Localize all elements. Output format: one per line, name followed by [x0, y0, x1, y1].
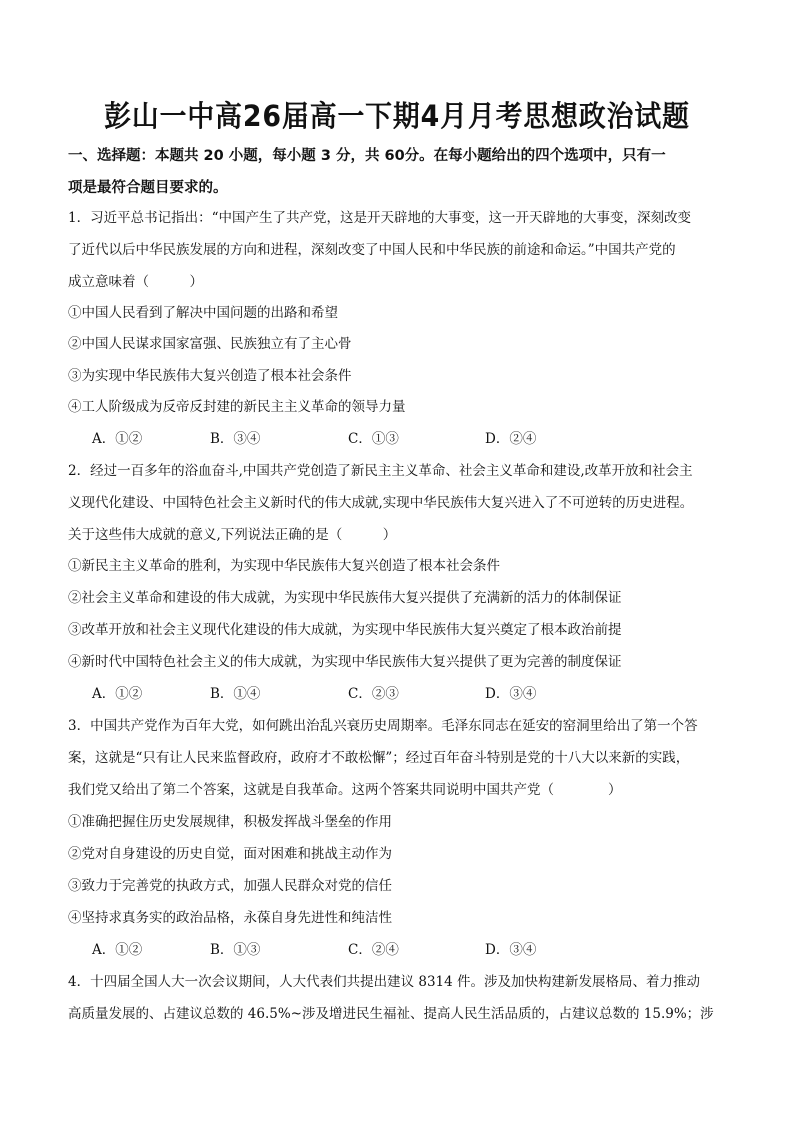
question-2-option-c[interactable]: C．②③: [348, 686, 399, 702]
question-2-stem-line-3: 关于这些伟大成就的意义,下列说法正确的是（ ）: [68, 527, 397, 543]
question-3-item-2: ②党对自身建设的历史自觉，面对困难和挑战主动作为: [68, 846, 392, 862]
page-title: 彭山一中高26届高一下期4月月考思想政治试题: [104, 99, 690, 133]
question-3-option-c[interactable]: C．②④: [348, 942, 399, 958]
question-2-option-d[interactable]: D．③④: [485, 686, 537, 702]
section-instruction-line-2: 项是最符合题目要求的。: [68, 180, 228, 196]
question-3-item-3: ③致力于完善党的执政方式，加强人民群众对党的信任: [68, 878, 392, 894]
question-2-stem-line-2: 义现代化建设、中国特色社会主义新时代的伟大成就,实现中华民族伟大复兴进入了不可逆转的历史进程。: [68, 495, 694, 511]
question-2-option-a[interactable]: A．①②: [92, 686, 143, 702]
question-1-stem-line-3: 成立意味着（ ）: [68, 274, 203, 290]
question-3-option-d[interactable]: D．③④: [485, 942, 537, 958]
question-1-stem-line-1: 1．习近平总书记指出：“中国产生了共产党，这是开天辟地的大事变，这一开天辟地的大事变，深刻改变: [68, 210, 691, 226]
question-4-stem-line-2: 高质量发展的、占建议总数的 46.5%~涉及增进民生福祉、提高人民生活品质的，占建议总数的 15.9%；涉: [68, 1006, 714, 1022]
question-3-stem-line-1: 3．中国共产党作为百年大党，如何跳出治乱兴衰历史周期率。毛泽东同志在延安的窑洞里给出了第一个答: [68, 718, 698, 734]
question-2-option-b[interactable]: B．①④: [210, 686, 261, 702]
question-1-item-2: ②中国人民谋求国家富强、民族独立有了主心骨: [68, 336, 352, 352]
question-3-item-1: ①准确把握住历史发展规律，积极发挥战斗堡垒的作用: [68, 814, 392, 830]
question-3-option-b[interactable]: B．①③: [210, 942, 261, 958]
question-1-option-c[interactable]: C．①③: [348, 431, 399, 447]
question-2-stem-line-1: 2．经过一百多年的浴血奋斗,中国共产党创造了新民主主义革命、社会主义革命和建设,改革开放和社会主: [68, 463, 693, 479]
question-3-stem-line-3: 我们党又给出了第二个答案，这就是自我革命。这两个答案共同说明中国共产党（ ）: [68, 782, 622, 798]
question-3-item-4: ④坚持求真务实的政治品格，永葆自身先进性和纯洁性: [68, 910, 392, 926]
question-1-stem-line-2: 了近代以后中华民族发展的方向和进程，深刻改变了中国人民和中华民族的前途和命运。”中国共产党的: [68, 242, 676, 258]
question-1-item-4: ④工人阶级成为反帝反封建的新民主主义革命的领导力量: [68, 399, 406, 415]
question-3-option-a[interactable]: A．①②: [92, 942, 143, 958]
question-1-option-a[interactable]: A．①②: [92, 431, 143, 447]
question-1-option-b[interactable]: B．③④: [210, 431, 261, 447]
question-1-item-1: ①中国人民看到了解决中国问题的出路和希望: [68, 305, 338, 321]
question-1-option-d[interactable]: D．②④: [485, 431, 537, 447]
question-3-stem-line-2: 案，这就是“只有让人民来监督政府，政府才不敢松懈”；经过百年奋斗特别是党的十八大以来新的实践，: [68, 750, 690, 766]
section-instruction-line-1: 一、选择题：本题共 20 小题，每小题 3 分，共 60分。在每小题给出的四个选项中，只有一: [68, 148, 666, 164]
question-2-item-4: ④新时代中国特色社会主义的伟大成就，为实现中华民族伟大复兴提供了更为完善的制度保证: [68, 654, 622, 670]
question-1-item-3: ③为实现中华民族伟大复兴创造了根本社会条件: [68, 368, 352, 384]
question-2-item-1: ①新民主主义革命的胜利，为实现中华民族伟大复兴创造了根本社会条件: [68, 558, 500, 574]
question-2-item-3: ③改革开放和社会主义现代化建设的伟大成就，为实现中华民族伟大复兴奠定了根本政治前提: [68, 622, 622, 638]
question-2-item-2: ②社会主义革命和建设的伟大成就，为实现中华民族伟大复兴提供了充满新的活力的体制保证: [68, 590, 622, 606]
question-4-stem-line-1: 4．十四届全国人大一次会议期间，人大代表们共提出建议 8314 件。涉及加快构建新发展格局、着力推动: [68, 974, 701, 990]
